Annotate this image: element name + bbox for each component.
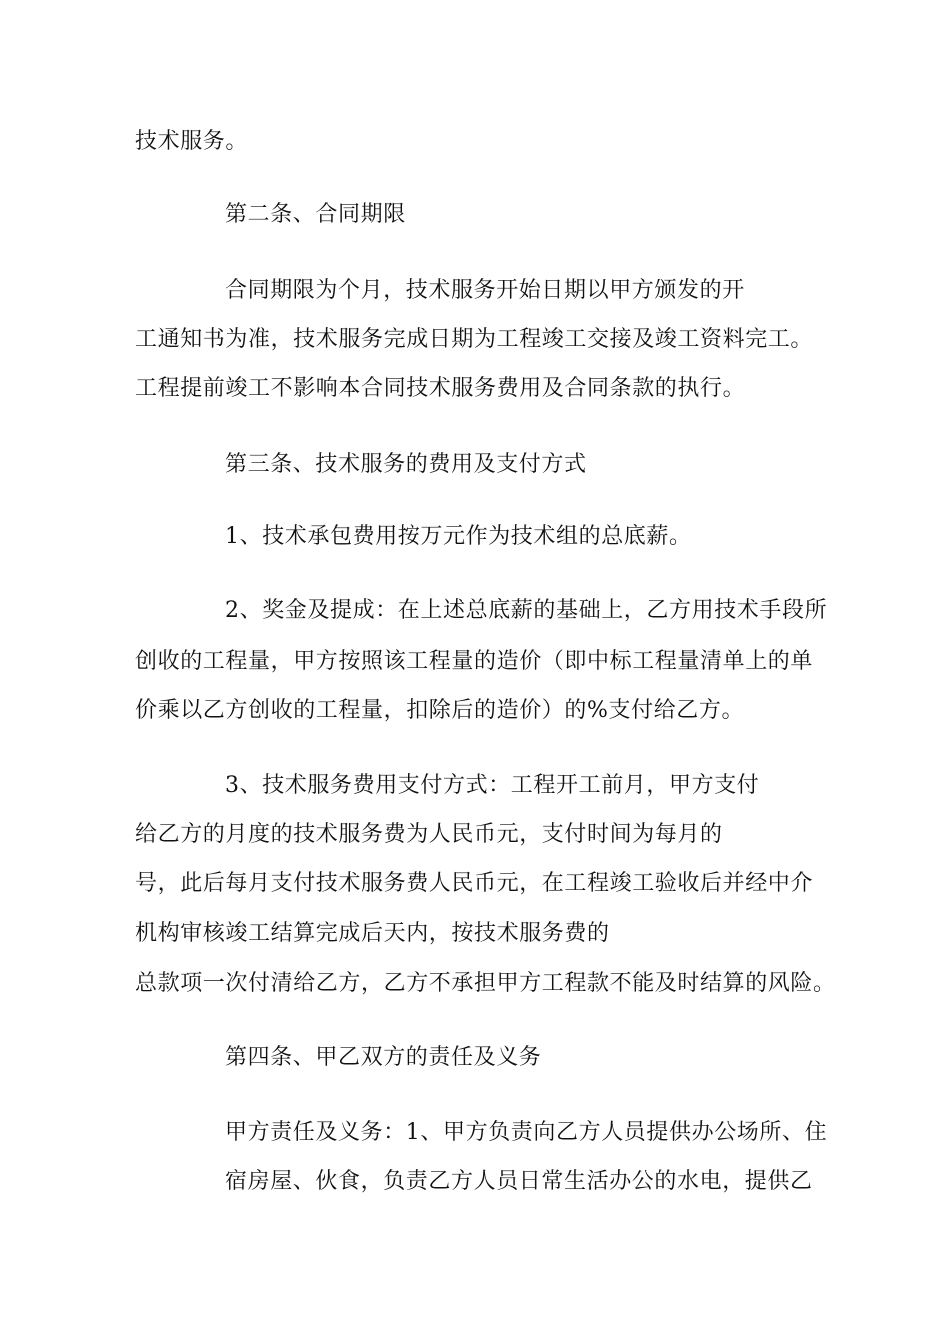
text-line: 创收的工程量，甲方按照该工程量的造价（即中标工程量清单上的单 [135,649,814,674]
text-line: 给乙方的月度的技术服务费为人民币元，支付时间为每月的 [135,822,723,847]
section-heading: 第二条、合同期限 [225,202,406,227]
text-line: 甲方责任及义务：1、甲方负责向乙方人员提供办公场所、住 [225,1120,828,1145]
text-line: 3、技术服务费用支付方式：工程开工前月，甲方支付 [225,773,760,798]
text-line: 工程提前竣工不影响本合同技术服务费用及合同条款的执行。 [135,376,746,401]
text-line: 技术服务。 [135,129,249,154]
text-line: 合同期限为个月，技术服务开始日期以甲方颁发的开 [225,278,745,303]
section-heading: 第三条、技术服务的费用及支付方式 [225,452,587,477]
text-line: 2、奖金及提成：在上述总底薪的基础上，乙方用技术手段所 [225,598,828,623]
text-line: 号，此后每月支付技术服务费人民币元，在工程竣工验收后并经中介 [135,871,814,896]
text-line: 总款项一次付清给乙方，乙方不承担甲方工程款不能及时结算的风险。 [135,971,836,996]
text-line: 宿房屋、伙食，负责乙方人员日常生活办公的水电，提供乙 [225,1169,813,1194]
text-line: 工通知书为准，技术服务完成日期为工程竣工交接及竣工资料完工。 [135,327,814,352]
section-heading: 第四条、甲乙双方的责任及义务 [225,1045,542,1070]
text-line: 价乘以乙方创收的工程量，扣除后的造价）的%支付给乙方。 [135,698,745,723]
text-line: 1、技术承包费用按万元作为技术组的总底薪。 [225,524,692,549]
text-line: 机构审核竣工结算完成后天内，按技术服务费的 [135,921,610,946]
